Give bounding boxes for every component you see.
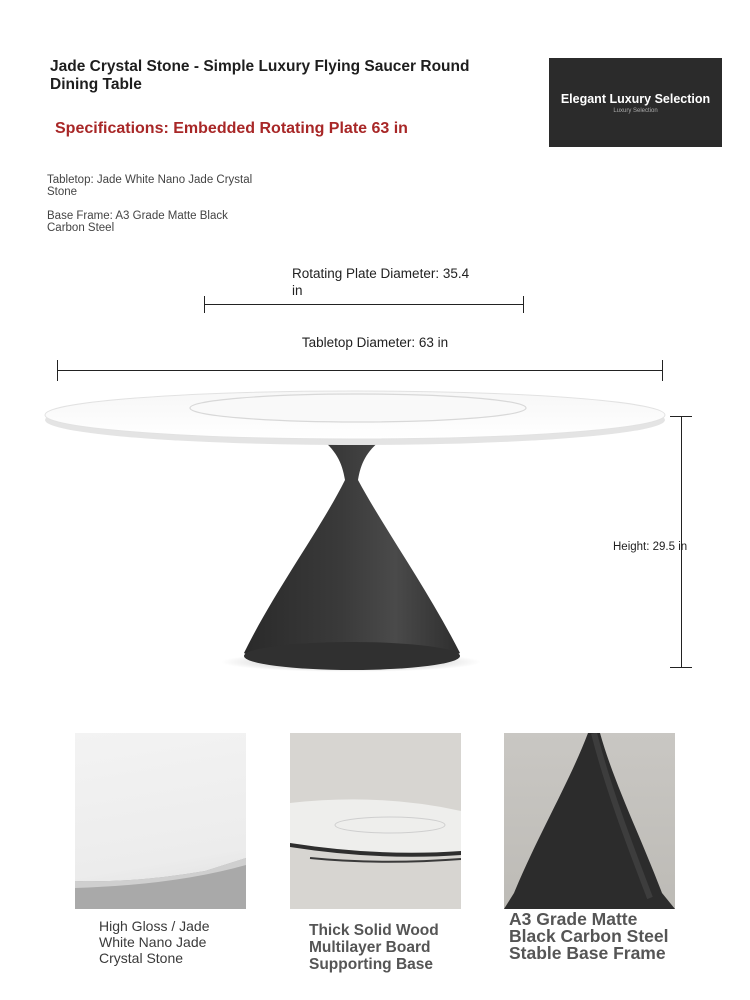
dining-table-illustration xyxy=(0,370,750,680)
height-tick-bottom xyxy=(670,667,692,668)
rotating-plate-dimension-line xyxy=(204,304,524,305)
feature-photo-base-frame xyxy=(504,733,675,909)
rotating-plate-tick-left xyxy=(204,296,205,313)
feature-caption-tabletop: High Gloss / Jade White Nano Jade Crystal Stone xyxy=(99,918,210,966)
tabletop-diameter-label: Tabletop Diameter: 63 in xyxy=(301,335,449,350)
rotating-plate-diameter-label: Rotating Plate Diameter: 35.4 in xyxy=(292,266,470,298)
base-material: Base Frame: A3 Grade Matte Black Carbon Steel xyxy=(47,210,228,234)
brand-sublabel: Luxury Selection xyxy=(613,108,658,114)
specifications-line: Specifications: Embedded Rotating Plate 63 in xyxy=(55,120,408,137)
feature-photo-wood-board xyxy=(290,733,461,909)
feature-photo-tabletop xyxy=(75,733,246,909)
height-label: Height: 29.5 in xyxy=(613,541,688,553)
brand-label: Elegant Luxury Selection xyxy=(560,92,711,106)
brand-badge xyxy=(549,58,722,147)
height-tick-top xyxy=(670,416,692,417)
feature-caption-base-frame: A3 Grade Matte Black Carbon Steel Stable Base Frame xyxy=(509,909,669,963)
cone-base-bottom xyxy=(244,642,460,670)
cone-base xyxy=(244,436,460,666)
tabletop-material: Tabletop: Jade White Nano Jade Crystal Stone xyxy=(47,174,253,198)
rotating-plate xyxy=(190,394,526,422)
feature-caption-wood-board: Thick Solid Wood Multilayer Board Supporting Base xyxy=(309,922,439,973)
rotating-plate-tick-right xyxy=(523,296,524,313)
product-title: Jade Crystal Stone - Simple Luxury Flying Saucer Round Dining Table xyxy=(50,58,470,93)
